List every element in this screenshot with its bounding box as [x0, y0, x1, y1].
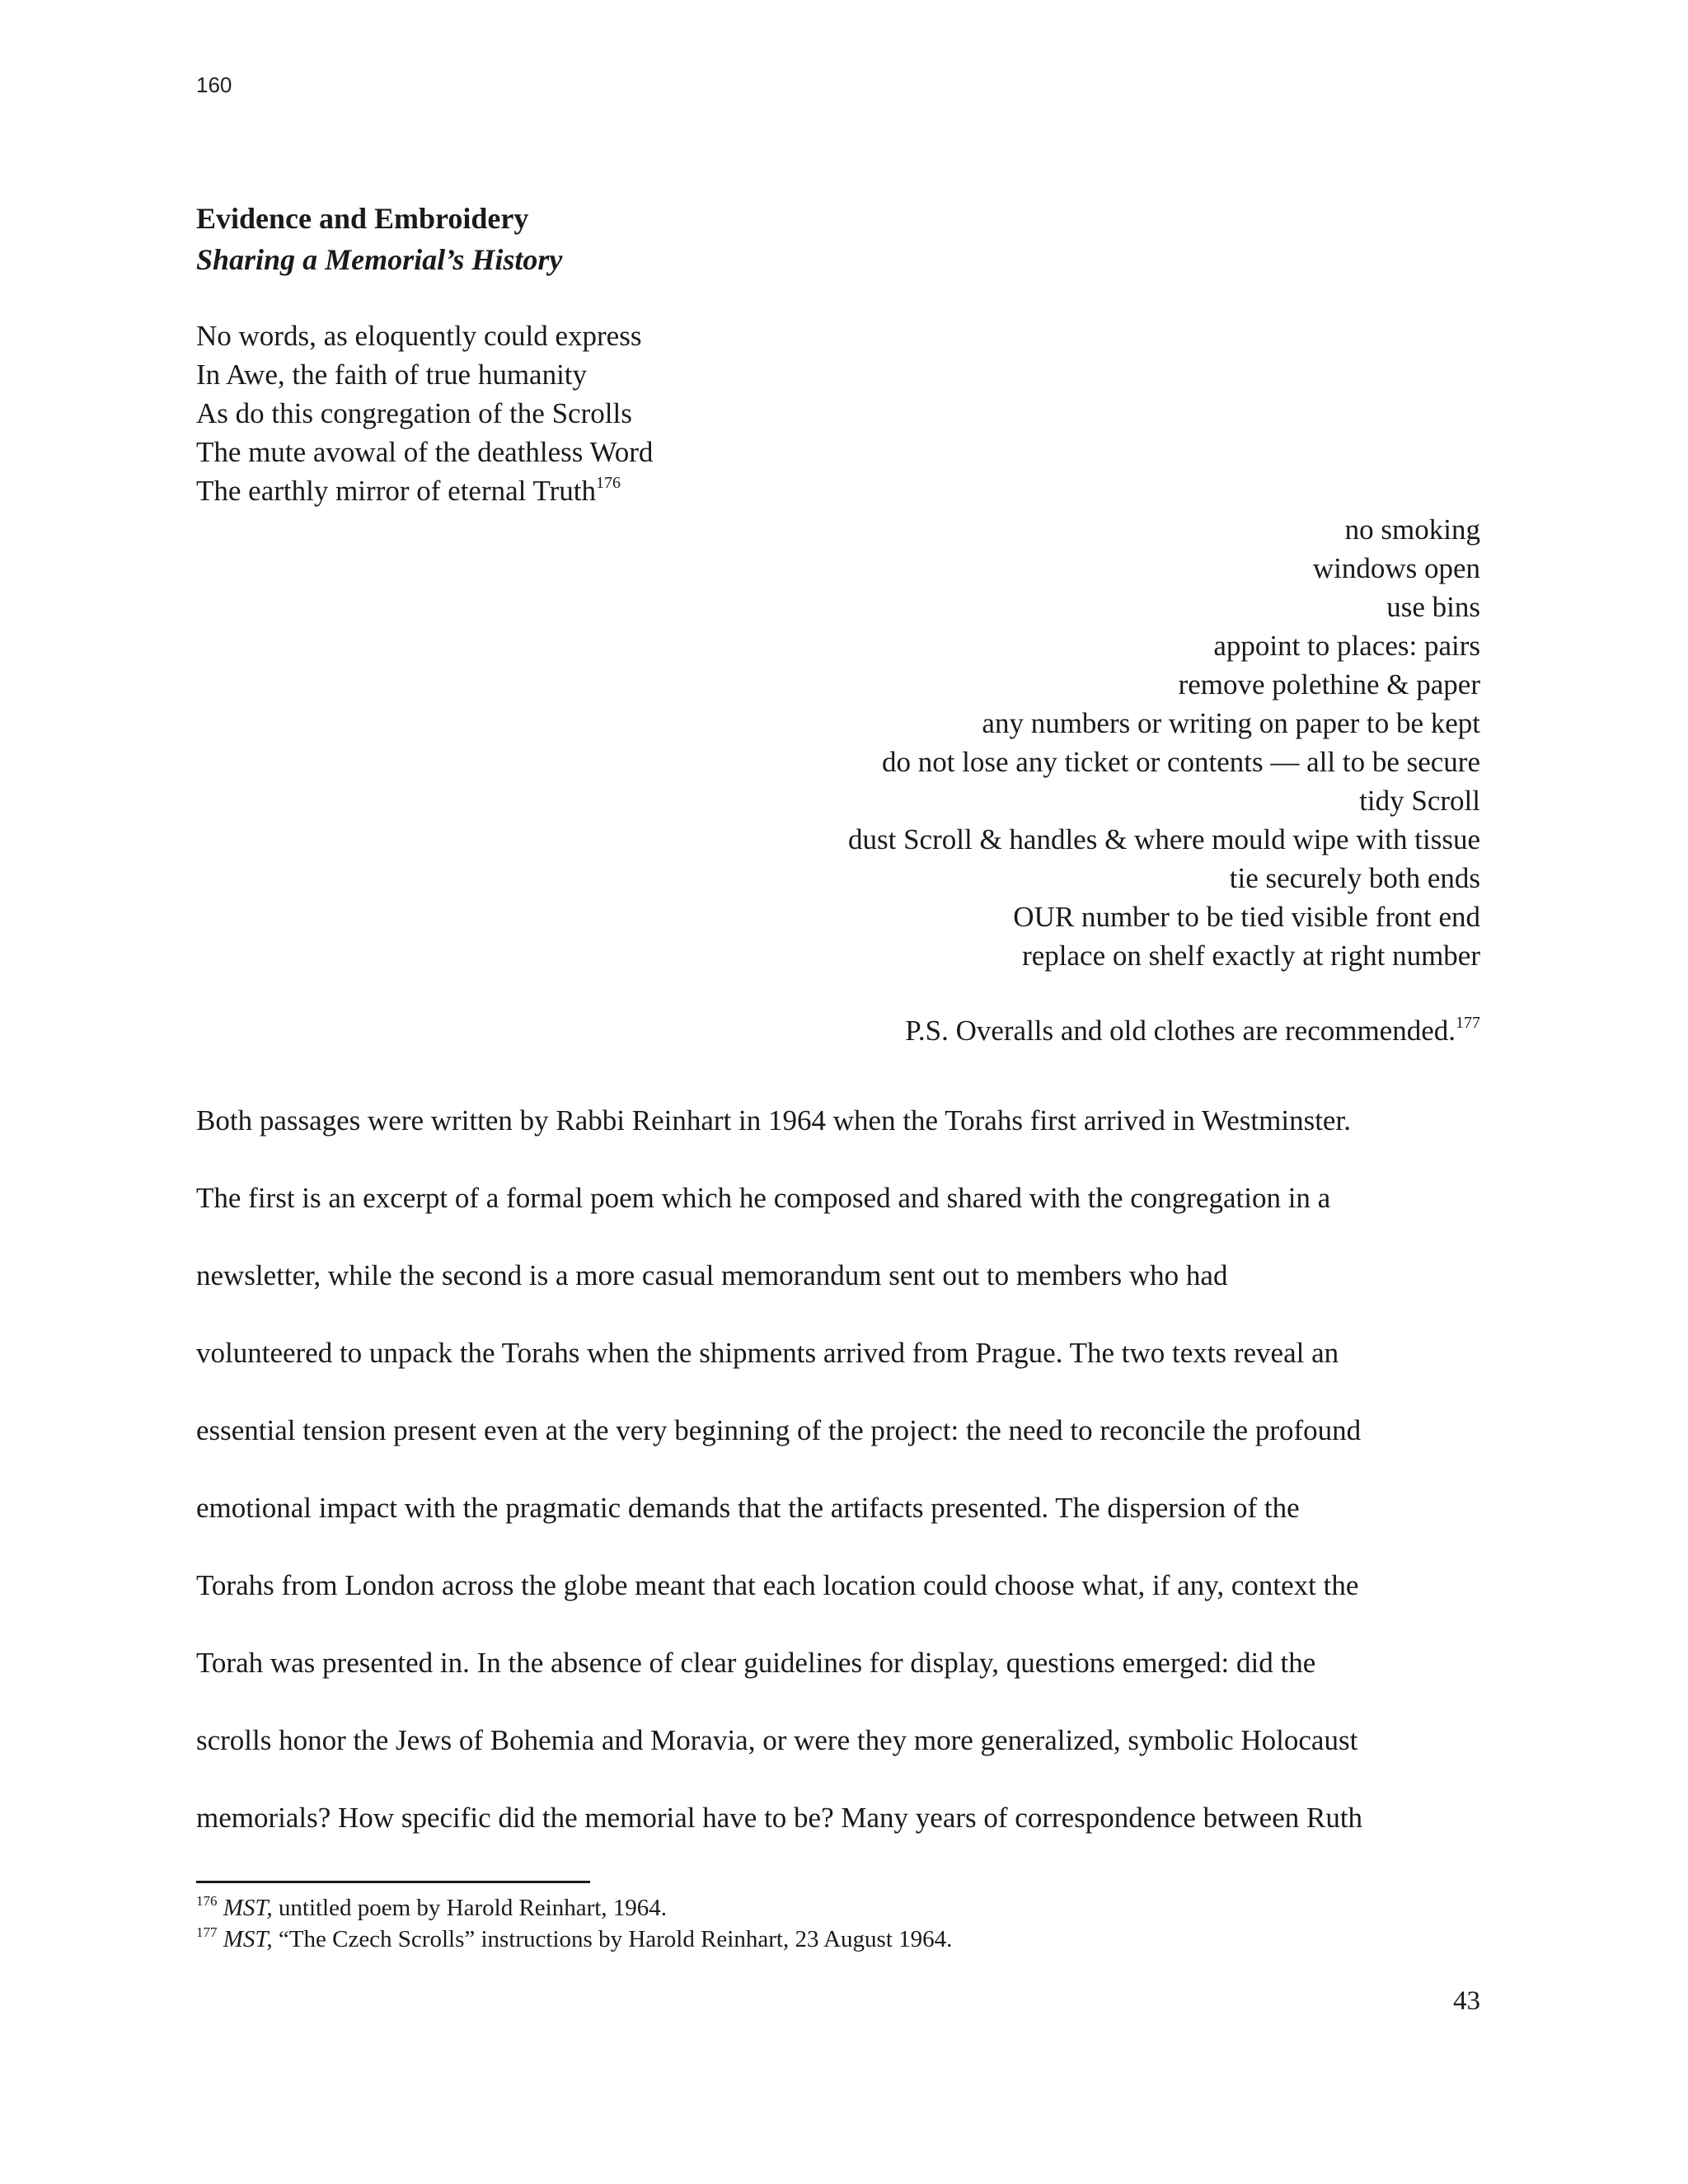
- section-subtitle: Sharing a Memorial’s History: [196, 243, 563, 276]
- poem-line: In Awe, the faith of true humanity: [196, 359, 588, 391]
- poem-excerpt: [196, 316, 653, 510]
- poem-line: No words, as eloquently could express: [196, 320, 642, 352]
- page-header-number: 160: [196, 73, 232, 97]
- body-line: memorials? How specific did the memorial have to be? Many years of correspondence between Ruth: [196, 1802, 1363, 1834]
- poem-line: As do this congregation of the Scrolls: [196, 397, 632, 429]
- footnote-177: [196, 1924, 952, 1955]
- memo-line: any numbers or writing on paper to be kept: [982, 707, 1480, 739]
- body-line: Torahs from London across the globe meant that each location could choose what, if any, context the: [196, 1569, 1359, 1601]
- footnotes: [196, 1892, 952, 1955]
- memorandum-instructions: [848, 510, 1480, 975]
- body-line: emotional impact with the pragmatic demands that the artifacts presented. The dispersion of the: [196, 1492, 1300, 1524]
- section-title: Evidence and Embroidery: [196, 202, 529, 235]
- footnote-text: “The Czech Scrolls” instructions by Harold Reinhart, 23 August 1964.: [272, 1926, 953, 1952]
- page-number: 43: [1453, 1986, 1480, 2016]
- body-line: scrolls honor the Jews of Bohemia and Moravia, or were they more generalized, symbolic Holocaust: [196, 1724, 1358, 1756]
- section-heading: [196, 198, 1482, 280]
- memo-line: do not lose any ticket or contents — all to be secure: [881, 746, 1480, 778]
- body-line: essential tension present even at the very beginning of the project: the need to reconcile the profound: [196, 1414, 1362, 1446]
- memo-line: dust Scroll & handles & where mould wipe with tissue: [848, 823, 1480, 855]
- memo-postscript: [905, 1011, 1480, 1050]
- memo-line: windows open: [1312, 552, 1480, 584]
- footnote-source: MST,: [223, 1926, 273, 1952]
- poem-line-text: The earthly mirror of eternal Truth: [196, 475, 597, 507]
- memo-line: appoint to places: pairs: [1213, 630, 1480, 662]
- memo-line: tidy Scroll: [1359, 785, 1480, 817]
- memo-line: no smoking: [1344, 513, 1480, 546]
- body-paragraph: [196, 1082, 1490, 1857]
- memo-line: use bins: [1386, 591, 1480, 623]
- body-line: The first is an excerpt of a formal poem which he composed and shared with the congregation in a: [196, 1182, 1331, 1214]
- footnote-ref-177[interactable]: 177: [1456, 1014, 1480, 1032]
- poem-line: The mute avowal of the deathless Word: [196, 436, 654, 468]
- postscript-text: P.S. Overalls and old clothes are recommended.: [905, 1015, 1456, 1047]
- footnote-number: 177: [196, 1924, 218, 1940]
- footnote-ref-176[interactable]: 176: [596, 474, 621, 492]
- memo-line: OUR number to be tied visible front end: [1013, 901, 1480, 933]
- footnote-divider: [196, 1881, 590, 1883]
- body-line: volunteered to unpack the Torahs when the shipments arrived from Prague. The two texts reveal an: [196, 1337, 1339, 1369]
- memo-line: remove polethine & paper: [1178, 668, 1480, 701]
- memo-line: tie securely both ends: [1229, 862, 1480, 894]
- footnote-176: [196, 1892, 952, 1924]
- footnote-source: MST,: [223, 1895, 273, 1921]
- footnote-text: untitled poem by Harold Reinhart, 1964.: [272, 1895, 668, 1921]
- body-line: Both passages were written by Rabbi Reinhart in 1964 when the Torahs first arrived in Westminster.: [196, 1104, 1351, 1137]
- body-line: Torah was presented in. In the absence of clear guidelines for display, questions emerged: did the: [196, 1647, 1316, 1679]
- body-line: newsletter, while the second is a more casual memorandum sent out to members who had: [196, 1259, 1228, 1291]
- poem-line: [196, 471, 653, 510]
- memo-line: replace on shelf exactly at right number: [1022, 940, 1480, 972]
- footnote-number: 176: [196, 1893, 218, 1909]
